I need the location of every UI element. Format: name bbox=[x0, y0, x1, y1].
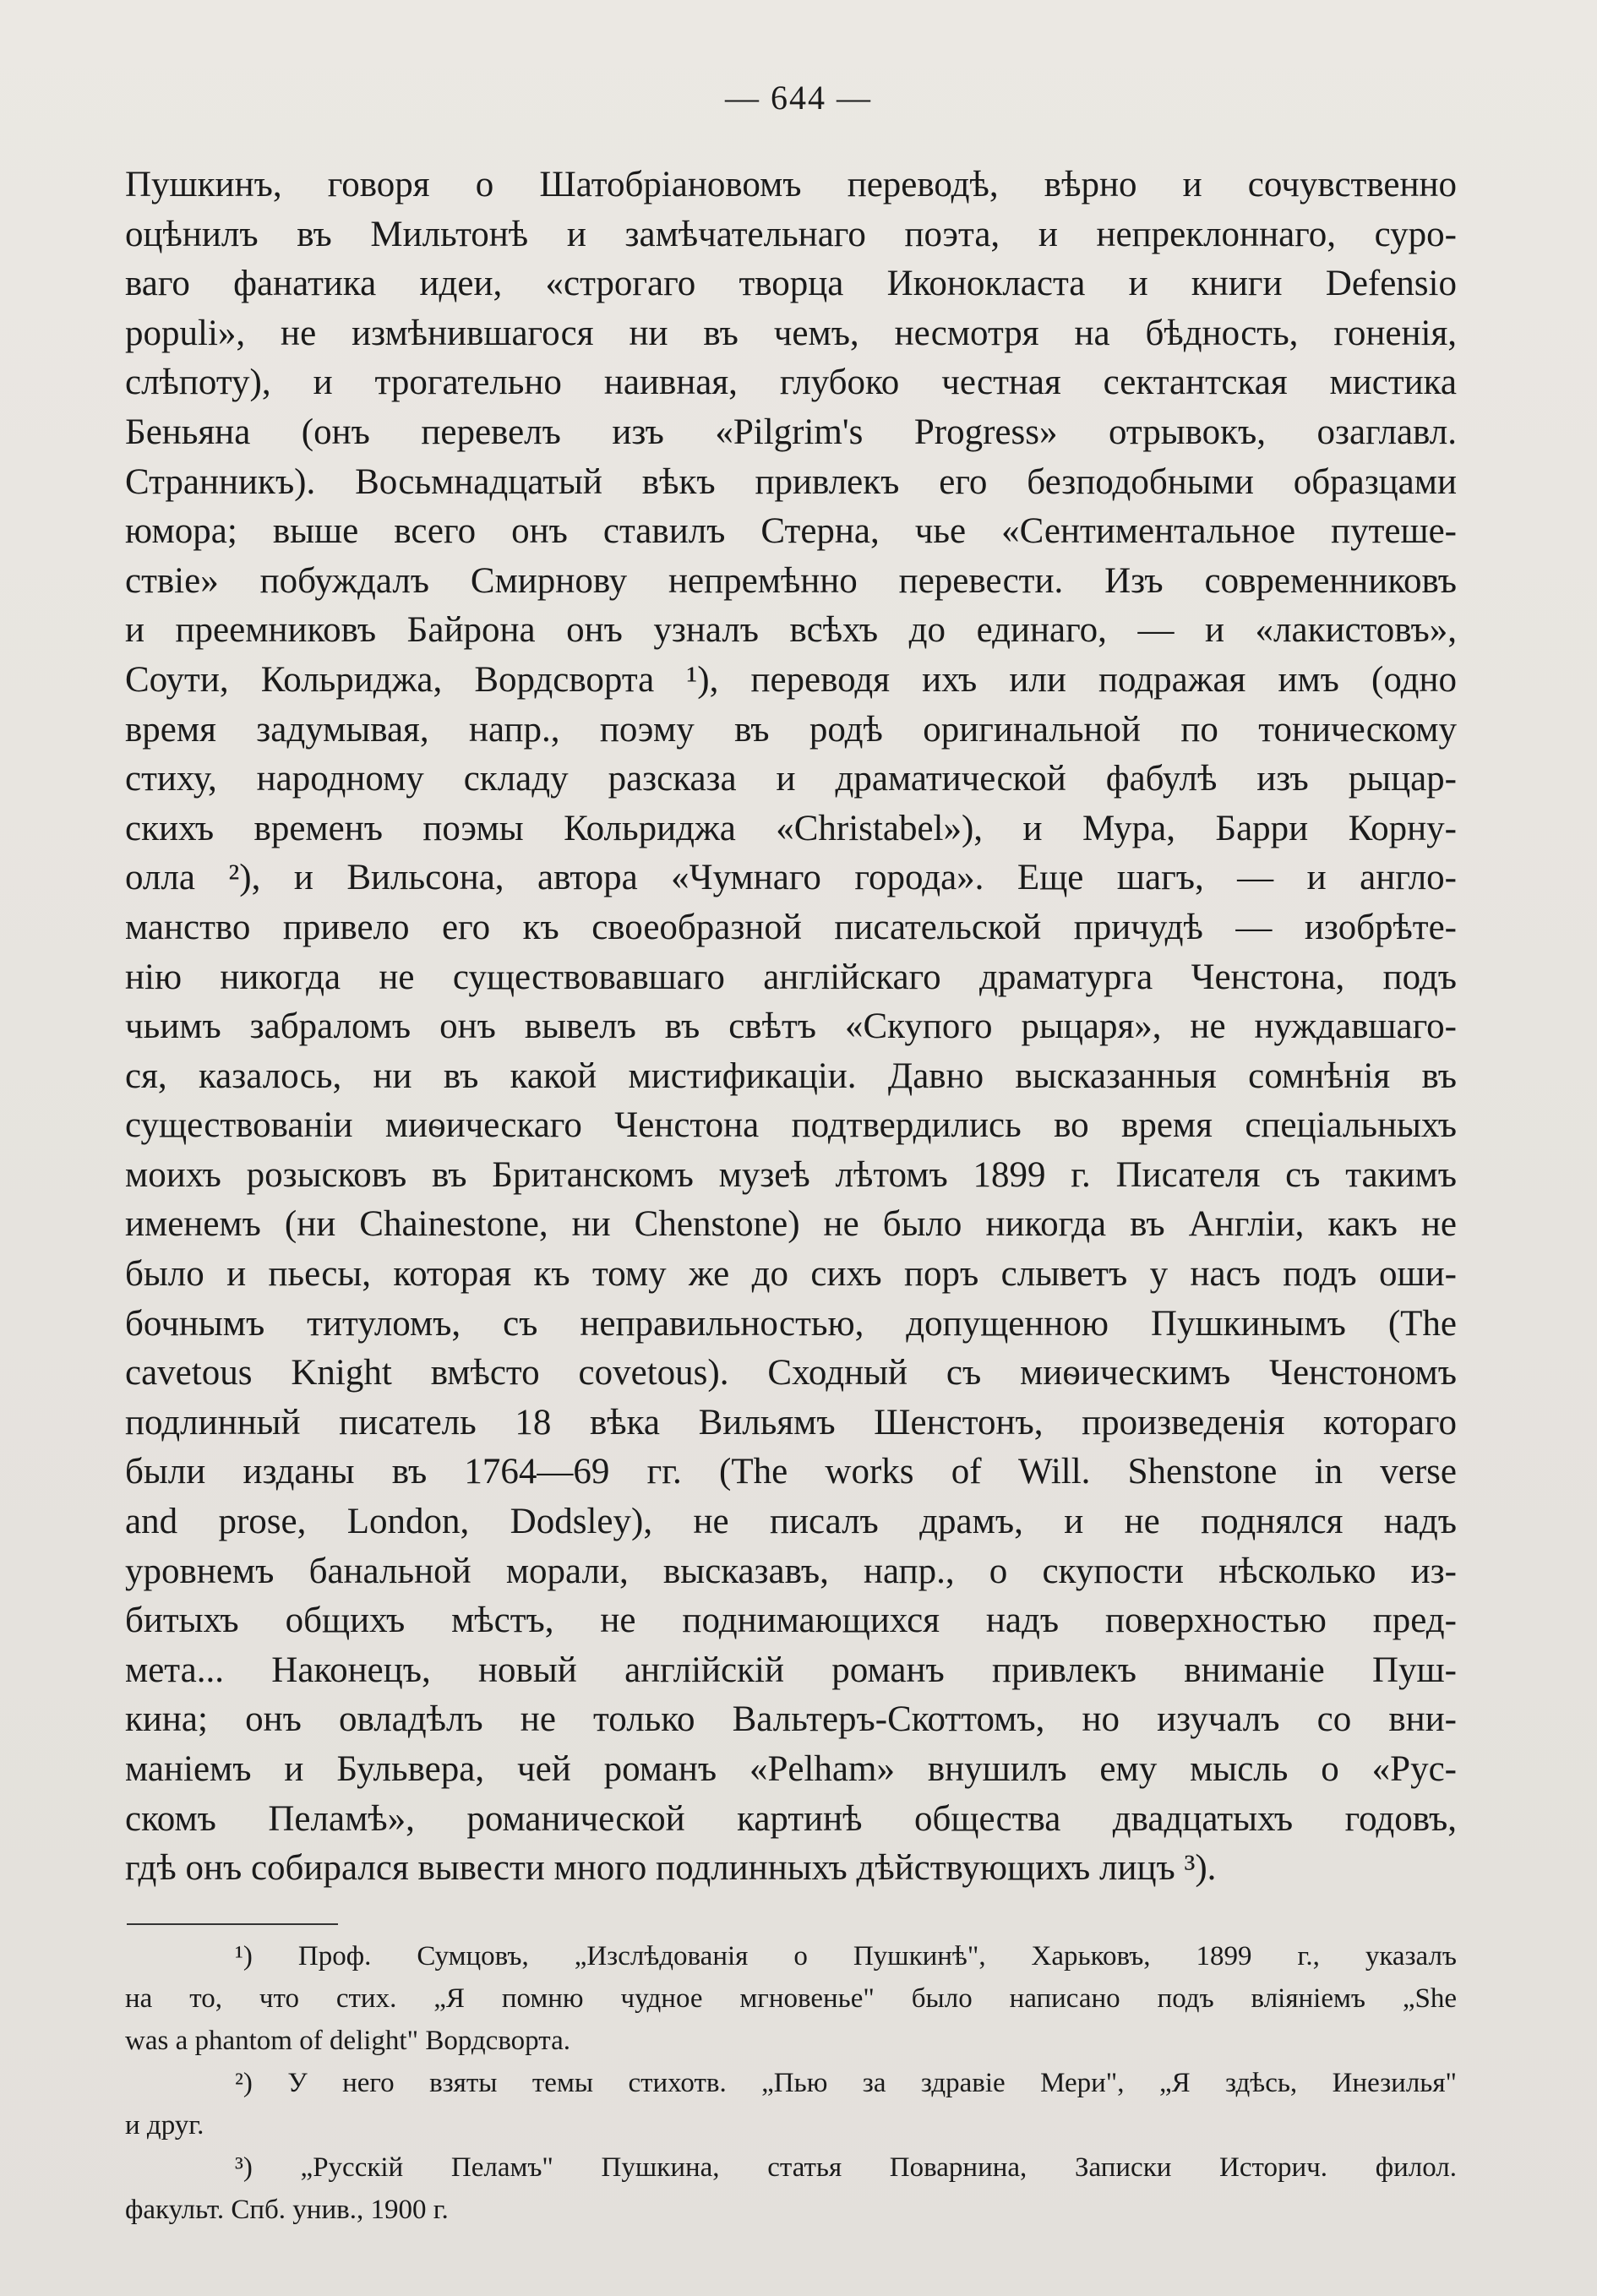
text-line: скомъ Пеламѣ», романической картинѣ общества двадцатыхъ годовъ, bbox=[125, 1798, 1457, 1839]
text-line: битыхъ общихъ мѣстъ, не поднимающихся надъ поверхностью пред- bbox=[125, 1601, 1457, 1641]
text-line: Странникъ). Восьмнадцатый вѣкъ привлекъ его безподобными образцами bbox=[125, 461, 1457, 502]
text-line: юмора; выше всего онъ ставилъ Стерна, чье «Сентиментальное путеше- bbox=[125, 511, 1457, 552]
text-line: ся, казалось, ни въ какой мистификаціи. Давно высказанныя сомнѣнія въ bbox=[125, 1055, 1457, 1096]
text-line: ваго фанатика идеи, «строгаго творца Иконокласта и книги Defensio bbox=[125, 264, 1457, 304]
text-line: существованіи миѳическаго Ченстона подтвердились во время спеціальныхъ bbox=[125, 1105, 1457, 1146]
footnote-line: was a phantom of delight" Вордсворта. bbox=[125, 2026, 570, 2056]
text-line: слѣпоту), и трогательно наивная, глубоко честная сектантская мистика bbox=[125, 363, 1457, 403]
text-line: бочнымъ титуломъ, съ неправильностью, допущенною Пушкинымъ (The bbox=[125, 1303, 1457, 1344]
text-line: Соути, Кольриджа, Вордсворта ¹), переводя ихъ или подражая имъ (одно bbox=[125, 659, 1457, 700]
body-text bbox=[125, 161, 1457, 1894]
footnote-line: факульт. Спб. унив., 1900 г. bbox=[125, 2195, 449, 2225]
footnote-line: на то, что стих. „Я помню чудное мгновенье" было написано подъ вліяніемъ „She bbox=[125, 1983, 1457, 2014]
text-line: олла ²), и Вильсона, автора «Чумнаго города». Еще шагъ, — и англо- bbox=[125, 858, 1457, 898]
text-line: кина; онъ овладѣлъ не только Вальтеръ-Скоттомъ, но изучалъ со вни- bbox=[125, 1699, 1457, 1740]
footnote-line: и друг. bbox=[125, 2110, 204, 2141]
text-line: ствіе» побуждалъ Смирнову непремѣнно перевести. Изъ современниковъ bbox=[125, 560, 1457, 601]
text-line: подлинный писатель 18 вѣка Вильямъ Шенстонъ, произведенія котораго bbox=[125, 1402, 1457, 1442]
footnote-divider bbox=[127, 1923, 338, 1925]
text-line: cavetous Knight вмѣсто covetous). Сходный съ миѳическимъ Ченстономъ bbox=[125, 1353, 1457, 1393]
text-line: были изданы въ 1764—69 гг. (The works of Will. Shenstone in verse bbox=[125, 1452, 1457, 1492]
text-line: populi», не измѣнившагося ни въ чемъ, несмотря на бѣдность, гоненія, bbox=[125, 313, 1457, 353]
text-line: уровнемъ банальной морали, высказавъ, напр., о скупости нѣсколько из- bbox=[125, 1551, 1457, 1591]
text-line: and prose, London, Dodsley), не писалъ драмъ, и не поднялся надъ bbox=[125, 1502, 1457, 1542]
text-line: гдѣ онъ собирался вывести много подлинныхъ дѣйствующихъ лицъ ³). bbox=[125, 1848, 1217, 1889]
text-line: маніемъ и Бульвера, чей романъ «Pelham» внушилъ ему мысль о «Рус- bbox=[125, 1749, 1457, 1789]
text-line: скихъ временъ поэмы Кольриджа «Christabel»), и Мура, Барри Корну- bbox=[125, 808, 1457, 848]
text-line: было и пьесы, которая къ тому же до сихъ поръ слыветъ у насъ подъ оши- bbox=[125, 1254, 1457, 1295]
text-line: мета... Наконецъ, новый англійскій романъ привлекъ вниманіе Пуш- bbox=[125, 1650, 1457, 1690]
text-line: чьимъ забраломъ онъ вывелъ въ свѣтъ «Скупого рыцаря», не нуждавшаго- bbox=[125, 1006, 1457, 1047]
footnote-line: ²) У него взяты темы стихотв. „Пью за здравіе Мери", „Я здѣсь, Инезилья" bbox=[235, 2068, 1457, 2098]
footnote-line: ¹) Проф. Сумцовъ, „Изслѣдованія о Пушкинѣ", Харьковъ, 1899 г., указалъ bbox=[235, 1941, 1457, 1972]
text-line: стиху, народному складу разсказа и драматической фабулѣ изъ рыцар- bbox=[125, 759, 1457, 799]
text-line: Пушкинъ, говоря о Шатобріановомъ переводѣ, вѣрно и сочувственно bbox=[125, 165, 1457, 205]
page-number: — 644 — bbox=[725, 79, 872, 117]
text-line: манство привело его къ своеобразной писательской причудѣ — изобрѣте- bbox=[125, 907, 1457, 947]
text-line: и преемниковъ Байрона онъ узналъ всѣхъ до единаго, — и «лакистовъ», bbox=[125, 610, 1457, 651]
text-line: оцѣнилъ въ Мильтонѣ и замѣчательнаго поэта, и непреклоннаго, суро- bbox=[125, 214, 1457, 254]
text-line: моихъ розысковъ въ Британскомъ музеѣ лѣтомъ 1899 г. Писателя съ такимъ bbox=[125, 1154, 1457, 1195]
text-line: время задумывая, напр., поэму въ родѣ оригинальной по тоническому bbox=[125, 709, 1457, 750]
footnotes bbox=[125, 1935, 1457, 2231]
text-line: нію никогда не существовавшаго англійскаго драматурга Ченстона, подъ bbox=[125, 957, 1457, 997]
footnote-line: ³) „Русскій Пеламъ" Пушкина, статья Поварнина, Записки Историч. филол. bbox=[235, 2152, 1457, 2183]
text-line: Беньяна (онъ перевелъ изъ «Pilgrim's Progress» отрывокъ, озаглавл. bbox=[125, 412, 1457, 452]
text-line: именемъ (ни Chainestone, ни Chenstone) не было никогда въ Англіи, какъ не bbox=[125, 1204, 1457, 1245]
